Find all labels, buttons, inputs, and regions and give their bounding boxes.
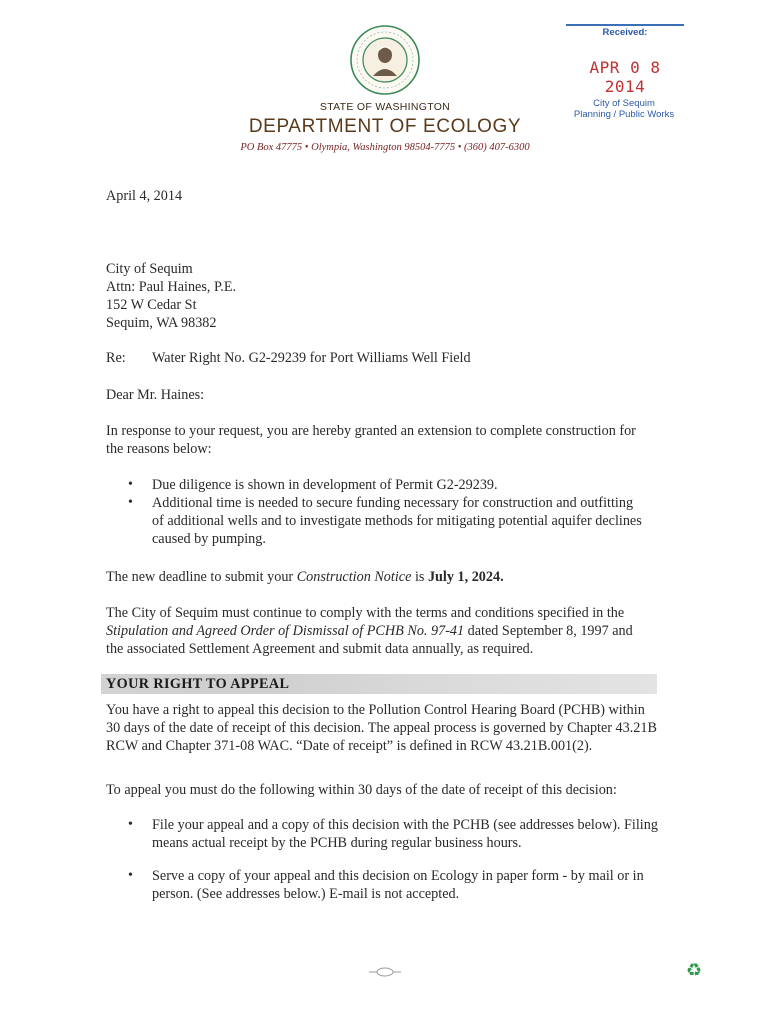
deadline-mid: is	[411, 569, 428, 585]
stamp-org-line1: City of Sequim	[593, 98, 655, 109]
letterhead-state: STATE OF WASHINGTON	[319, 101, 451, 113]
recipient-attn: Attn: Paul Haines, P.E.	[106, 279, 237, 295]
compliance-part2: dated September 8, 1997 and the associated Settlement Agreement and submit data annually, as required.	[106, 623, 633, 657]
stamp-organization	[560, 98, 688, 120]
appeal-heading: YOUR RIGHT TO APPEAL	[106, 676, 290, 692]
appeal-step: Serve a copy of your appeal and this decision on Ecology in paper form - by mail or in person. (See addresses below.) E-mail is not accepted.	[152, 868, 644, 902]
reason-item: Due diligence is shown in development of Permit G2-29239.	[152, 477, 498, 493]
appeal-paragraph: You have a right to appeal this decision to the Pollution Control Hearing Board (PCHB) within 30 days of the date of receipt of this decision. The appeal process is governed by Chapter 43.21B RCW and Chapter 371-08 WAC. “Date of receipt” is defined in RCW 43.21B.001(2).	[106, 702, 657, 754]
salutation: Dear Mr. Haines:	[106, 387, 205, 403]
bullet-marker: •	[128, 477, 133, 492]
re-label: Re:	[106, 350, 126, 366]
stamp-received-label: Received:	[602, 27, 648, 38]
reason-item: Additional time is needed to secure funding necessary for construction and outfitting of additional wells and to investigate methods for mitigating potential aquifer declines caused by pumping.	[152, 495, 642, 547]
recipient-street: 152 W Cedar St	[106, 297, 197, 313]
letter-date: April 4, 2014	[106, 188, 183, 204]
letterhead-address: PO Box 47775 • Olympia, Washington 98504-7775 • (360) 407-6300	[240, 142, 530, 153]
bullet-marker: •	[128, 868, 133, 883]
appeal-step: File your appeal and a copy of this decision with the PCHB (see addresses below). Filing means actual receipt by the PCHB during regular business hours.	[152, 817, 658, 851]
deadline-date: July 1, 2024.	[427, 569, 504, 585]
compliance-document: Stipulation and Agreed Order of Dismissal of PCHB No. 97-41	[106, 623, 465, 639]
stamp-date: APR 0 8 2014	[589, 58, 661, 96]
washington-state-seal-icon	[349, 24, 421, 96]
compliance-part1: The City of Sequim must continue to comply with the terms and conditions specified in the	[106, 605, 625, 621]
recipient-city: Sequim, WA 98382	[106, 315, 217, 331]
re-subject: Water Right No. G2-29239 for Port Williams Well Field	[152, 350, 471, 366]
letterhead-department: DEPARTMENT OF ECOLOGY	[248, 116, 522, 137]
stamp-org-line2: Planning / Public Works	[573, 109, 675, 120]
compliance-paragraph	[106, 604, 648, 658]
stamp-rule	[566, 24, 684, 26]
appeal-steps-intro: To appeal you must do the following within 30 days of the date of receipt of this decision:	[106, 782, 617, 798]
bullet-marker: •	[128, 817, 133, 832]
deadline-document: Construction Notice	[296, 569, 412, 585]
footer-ornament-icon	[367, 966, 403, 978]
deadline-prefix: The new deadline to submit your	[106, 569, 297, 585]
bullet-marker: •	[128, 495, 133, 510]
deadline-line	[106, 568, 504, 586]
recycle-icon: ♻	[686, 960, 703, 981]
intro-paragraph: In response to your request, you are hereby granted an extension to complete construction for the reasons below:	[106, 423, 636, 457]
recipient-name: City of Sequim	[106, 261, 193, 277]
